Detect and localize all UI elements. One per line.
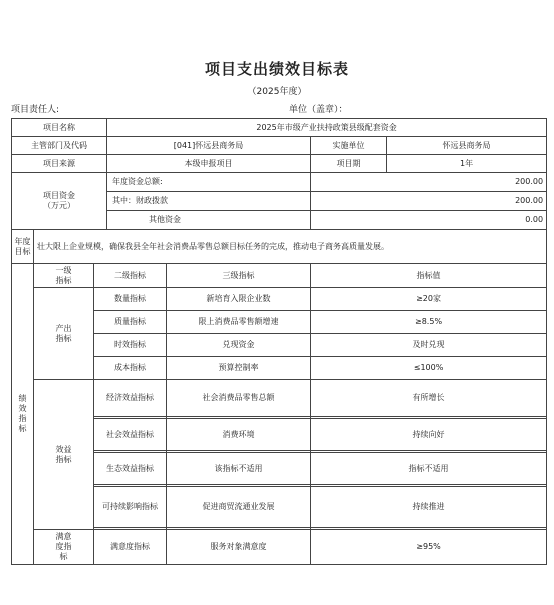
output-l3: 预算控制率: [167, 357, 311, 380]
impl-value: 怀远县商务局: [387, 137, 547, 155]
benefit-label: 效益 指标: [34, 380, 94, 530]
benefit-l3: 该指标不适用: [167, 453, 311, 485]
l3-header: 三级指标: [167, 264, 311, 288]
benefit-l3: 消费环境: [167, 419, 311, 451]
output-val: ≥8.5%: [311, 311, 547, 334]
benefit-l2: 经济效益指标: [94, 380, 167, 417]
fund-total-label: 年度资金总额:: [107, 173, 311, 192]
satisfaction-label: 满意 度指 标: [34, 530, 94, 565]
benefit-val: 指标不适用: [311, 453, 547, 485]
table-row: [12, 380, 547, 417]
goal-label: 年度 目标: [12, 230, 34, 264]
row-perf-header: [12, 264, 547, 288]
satisfaction-l3: 服务对象满意度: [167, 530, 311, 565]
output-l2: 数量指标: [94, 288, 167, 311]
output-l2: 质量指标: [94, 311, 167, 334]
source-label: 项目来源: [12, 155, 107, 173]
dept-label: 主管部门及代码: [12, 137, 107, 155]
output-val: 及时兑现: [311, 334, 547, 357]
fund-other-label: 其他资金: [107, 211, 311, 230]
row-dept: [12, 137, 547, 155]
row-goal: [12, 230, 547, 264]
performance-table: [11, 118, 547, 565]
page-title: 项目支出绩效目标表: [204, 60, 349, 78]
impl-label: 实施单位: [311, 137, 387, 155]
benefit-l2: 可持续影响指标: [94, 487, 167, 528]
row-project-name: [12, 119, 547, 137]
output-l3: 限上消费品零售额增速: [167, 311, 311, 334]
benefit-l3: 促进商贸流通业发展: [167, 487, 311, 528]
fund-other-value: 0.00: [311, 211, 547, 230]
table-row: [12, 288, 547, 311]
row-fund-total: [12, 173, 547, 192]
unit-label: 单位（盖章）：: [289, 105, 348, 115]
satisfaction-l2: 满意度指标: [94, 530, 167, 565]
dept-value: [041]怀远县商务局: [107, 137, 311, 155]
l1-header: 一级 指标: [34, 264, 94, 288]
output-l2: 时效指标: [94, 334, 167, 357]
period-label: 项目期: [311, 155, 387, 173]
l2-header: 二级指标: [94, 264, 167, 288]
output-l3: 新培育入限企业数: [167, 288, 311, 311]
project-name-label: 项目名称: [12, 119, 107, 137]
val-header: 指标值: [311, 264, 547, 288]
fund-fiscal-label: 其中：财政拨款: [107, 192, 311, 211]
table-row: [12, 530, 547, 565]
fund-fiscal-value: 200.00: [311, 192, 547, 211]
goal-text: 壮大限上企业规模，确保我县全年社会消费品零售总额目标任务的完成，推动电子商务高质量发展。: [34, 230, 547, 264]
benefit-val: 持续推进: [311, 487, 547, 528]
benefit-l2: 生态效益指标: [94, 453, 167, 485]
output-l2: 成本指标: [94, 357, 167, 380]
source-value: 本级申报项目: [107, 155, 311, 173]
output-val: ≤100%: [311, 357, 547, 380]
fund-label: 项目资金 （万元）: [12, 173, 107, 230]
period-value: 1年: [387, 155, 547, 173]
row-source: [12, 155, 547, 173]
benefit-val: 有所增长: [311, 380, 547, 417]
benefit-val: 持续向好: [311, 419, 547, 451]
responsible-label: 项目责任人:: [11, 105, 60, 115]
perf-label: 绩 效 指 标: [12, 264, 34, 565]
output-val: ≥20家: [311, 288, 547, 311]
fund-total-value: 200.00: [311, 173, 547, 192]
page-subtitle: （2025年度）: [247, 87, 307, 97]
output-label: 产出 指标: [34, 288, 94, 380]
satisfaction-val: ≥95%: [311, 530, 547, 565]
project-name: 2025年市级产业扶持政策县级配套资金: [107, 119, 547, 137]
benefit-l3: 社会消费品零售总额: [167, 380, 311, 417]
output-l3: 兑现资金: [167, 334, 311, 357]
benefit-l2: 社会效益指标: [94, 419, 167, 451]
